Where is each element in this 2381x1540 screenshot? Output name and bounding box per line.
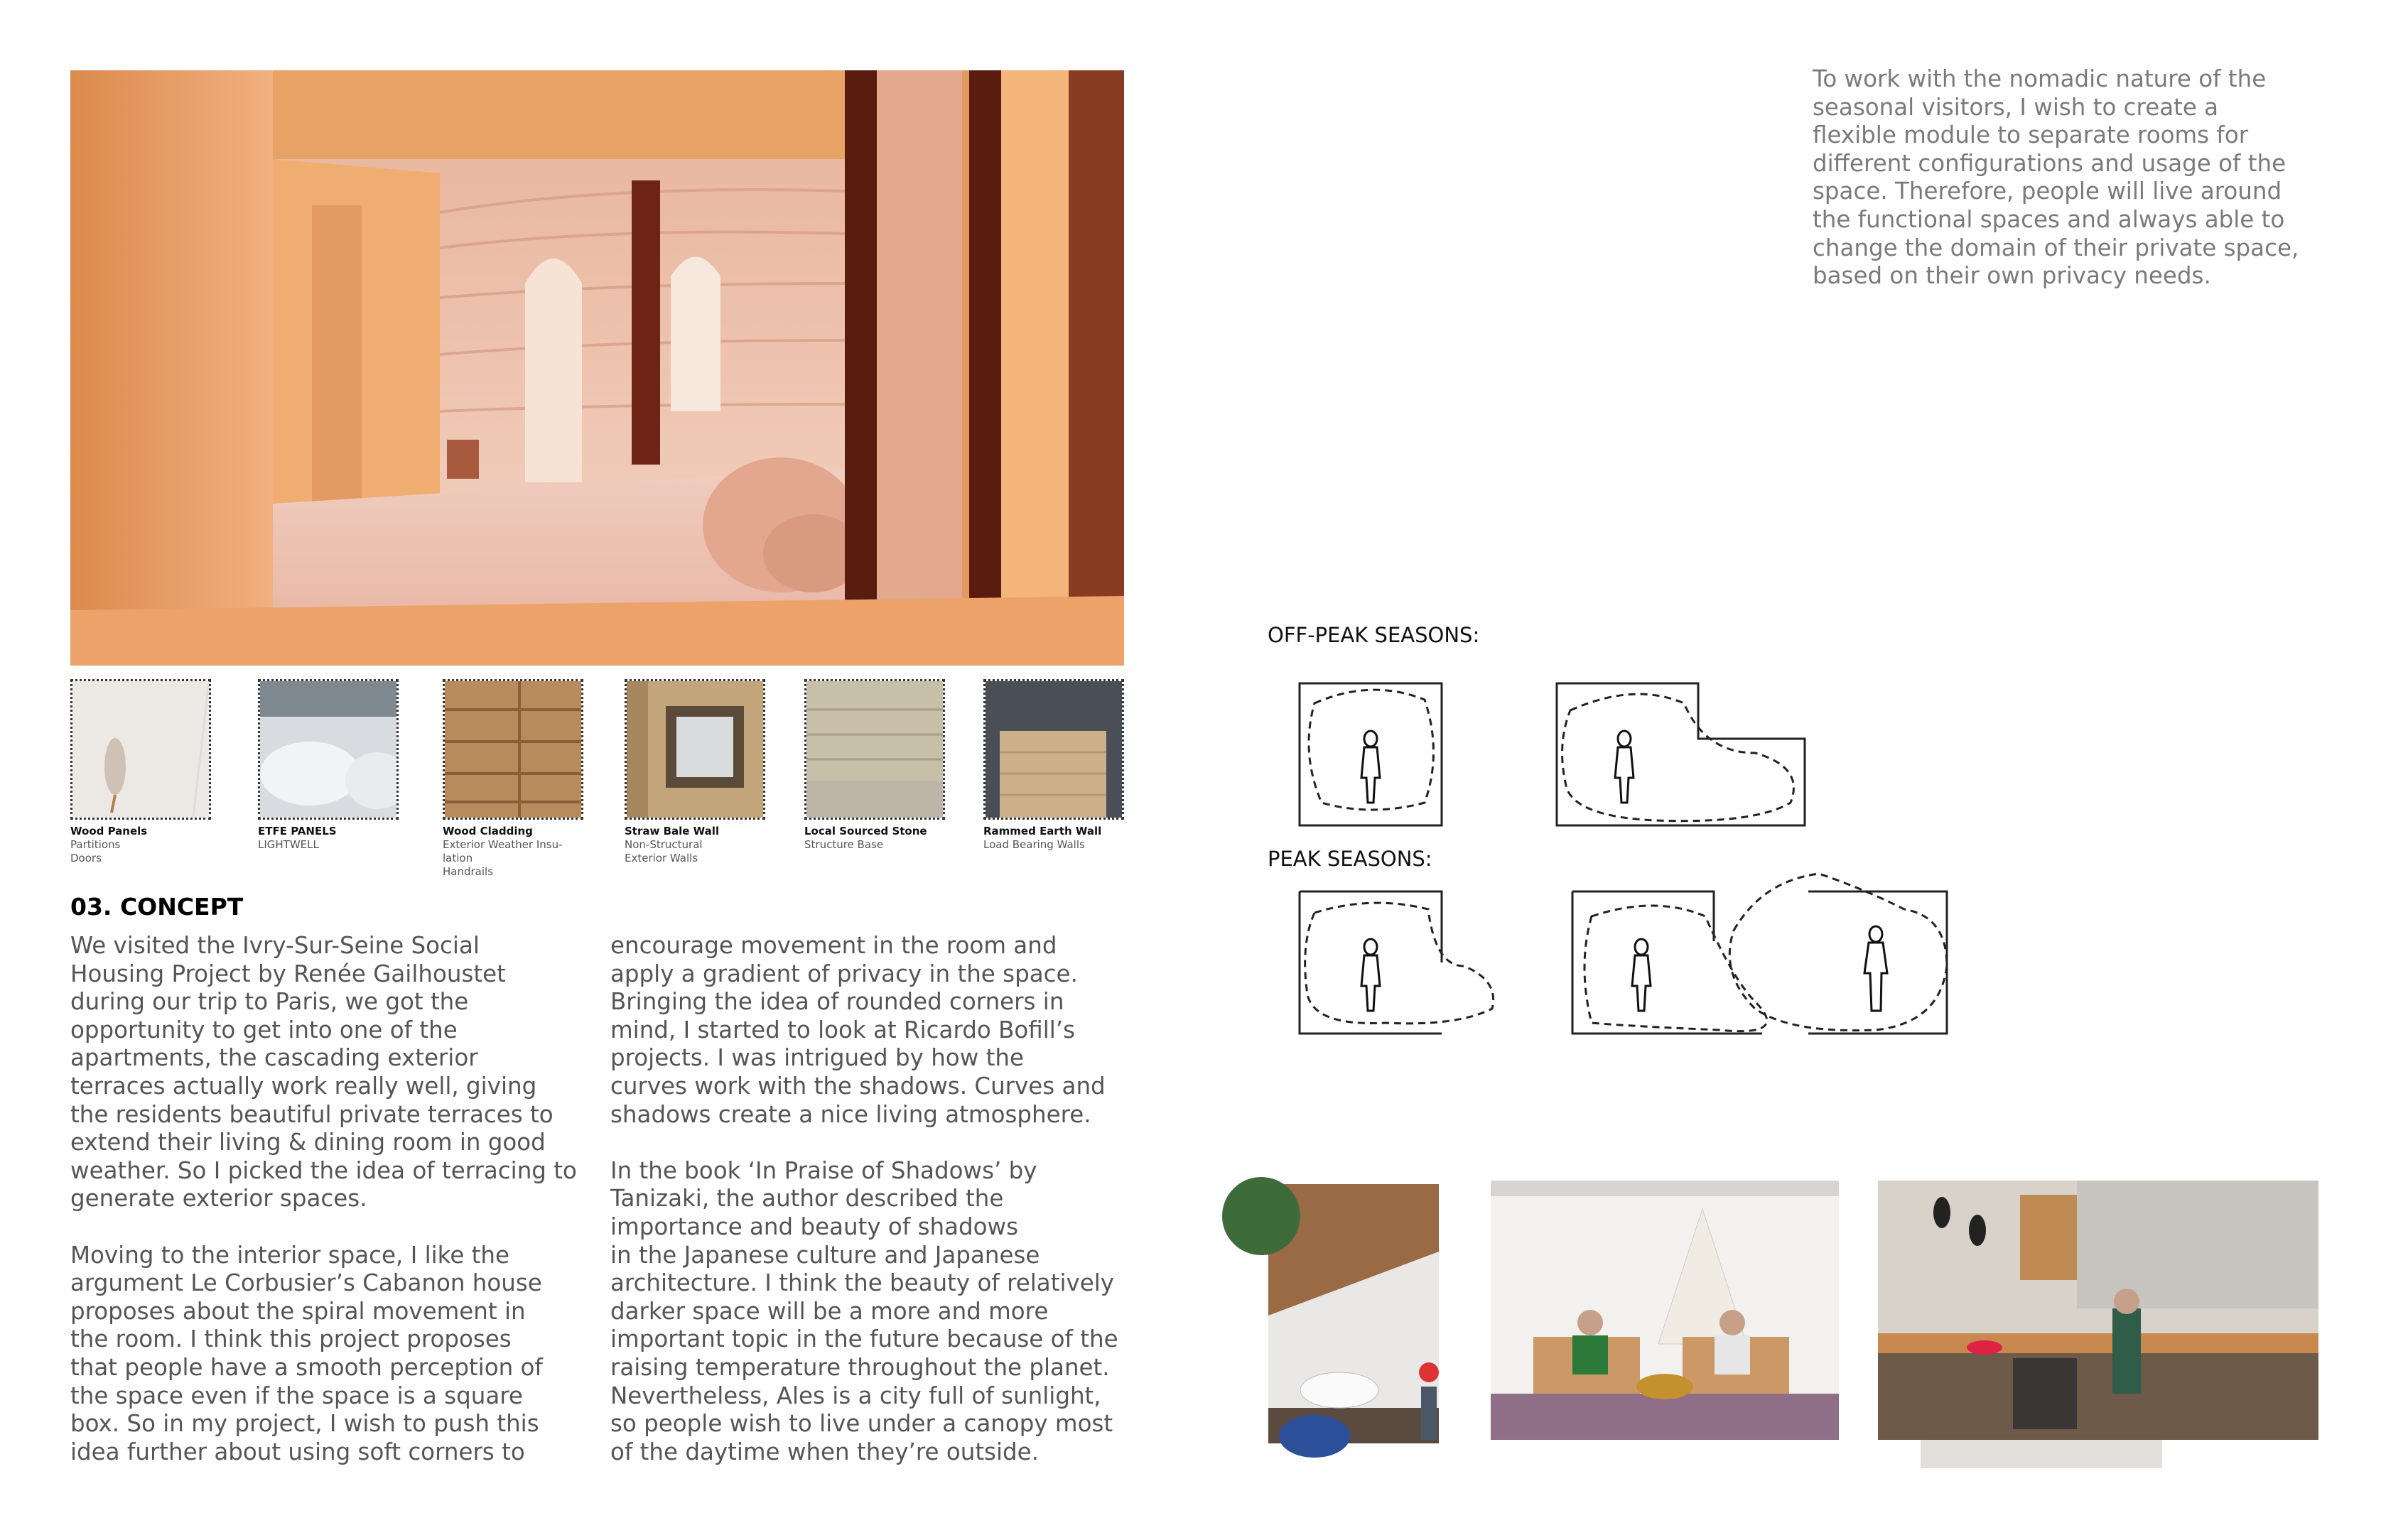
material-title: Wood Cladding [443,825,533,837]
room-outline [1572,891,1762,1034]
room-outline [1300,891,1442,1034]
material-caption [625,824,781,865]
privacy-zone-boundary [1729,874,1947,1031]
material-title: Wood Panels [70,825,148,837]
person-icon [1361,939,1380,1011]
room-outline [1808,891,1947,1034]
material-sub: Partitions [70,838,121,851]
rammed-earth-swatch [983,679,1124,820]
material-title: Straw Bale Wall [625,825,720,837]
local-stone-swatch [804,679,945,820]
material-title: ETFE PANELS [258,825,337,837]
person-icon [1615,731,1634,803]
material-sub: Handrails [443,865,494,878]
concept-paragraph-col1: We visited the Ivry-Sur-Seine Social Housing Project by Renée Gailhoustet during our trip to Paris, we got the opportunity to get into one of the apartments, the cascading exterior terraces actually work really well, giving the residents beautiful private terraces to extend their living & dining room in good weather. So I picked the idea of terracing to generate exterior spaces. Moving to the interior space, I like the argument Le Corbusier’s Cabanon house proposes about the spiral movement in the room. I think this project proposes that people have a smooth perception of the space even if the space is a square box. So in my project, I wish to push this idea further about using soft corners to [70,932,577,1465]
material-sub: Structure Base [804,838,884,851]
material-caption [258,824,414,852]
material-title: Rammed Earth Wall [983,825,1102,837]
material-caption [804,824,961,852]
concept-paragraph-col2: encourage movement in the room and apply a gradient of privacy in the space. Bringing the idea of rounded corners in mind, I started to look at Ricardo Bofill’s projects. I was intrigued by how the curves work with the shadows. Curves and shadows create a nice living atmosphere. In the book ‘In Praise of Shadows’ by Tanizaki, the author described the importance and beauty of shadows in the Japanese culture and Japanese architecture. I think the beauty of relatively darker space will be a more and more important topic in the future because of the raising temperature throughout the planet. Nevertheless, Ales is a city full of sunlight, so people wish to live under a canopy most of the daytime when they’re outside. [610,932,1118,1465]
off-peak-label: OFF-PEAK SEASONS: [1268,623,1480,647]
material-sub: lation [443,852,473,864]
peak-label: PEAK SEASONS: [1268,847,1432,871]
person-icon [1632,939,1651,1011]
living-room-teepee-collage-image [1491,1181,1839,1440]
person-icon [1361,731,1380,803]
etfe-panels-swatch [258,679,399,820]
straw-bale-swatch [625,679,765,820]
intro-paragraph: To work with the nomadic nature of the seasonal visitors, I wish to create a flexible module to separate rooms for different configurations and usage of the space. Therefore, people will live around the functional spaces and always able to change the domain of their private space, based on their own privacy needs. [1813,65,2299,290]
room-outline [1300,683,1442,825]
material-sub: Doors [70,852,102,864]
material-sub: Non-Structural [625,838,703,851]
privacy-zone-boundary [1305,903,1494,1024]
wood-cladding-swatch [443,679,583,820]
material-sub: Load Bearing Walls [983,838,1085,851]
privacy-zone-boundary [1584,906,1767,1031]
material-sub: LIGHTWELL [258,838,319,851]
kitchen-collage-image [1878,1173,2318,1472]
material-caption [70,824,227,865]
material-caption [983,824,1140,852]
privacy-zone-boundary [1562,694,1794,821]
person-icon [1864,926,1887,1011]
interior-render-image [70,70,1124,666]
section-title: 03. CONCEPT [70,893,244,921]
bathroom-collage-image [1219,1173,1439,1479]
room-outline [1557,683,1805,825]
material-caption [443,824,599,879]
material-sub: Exterior Walls [625,852,698,864]
wood-panels-swatch [70,679,211,820]
material-sub: Exterior Weather Insu- [443,838,563,851]
privacy-zone-boundary [1309,690,1434,810]
material-title: Local Sourced Stone [804,825,927,837]
